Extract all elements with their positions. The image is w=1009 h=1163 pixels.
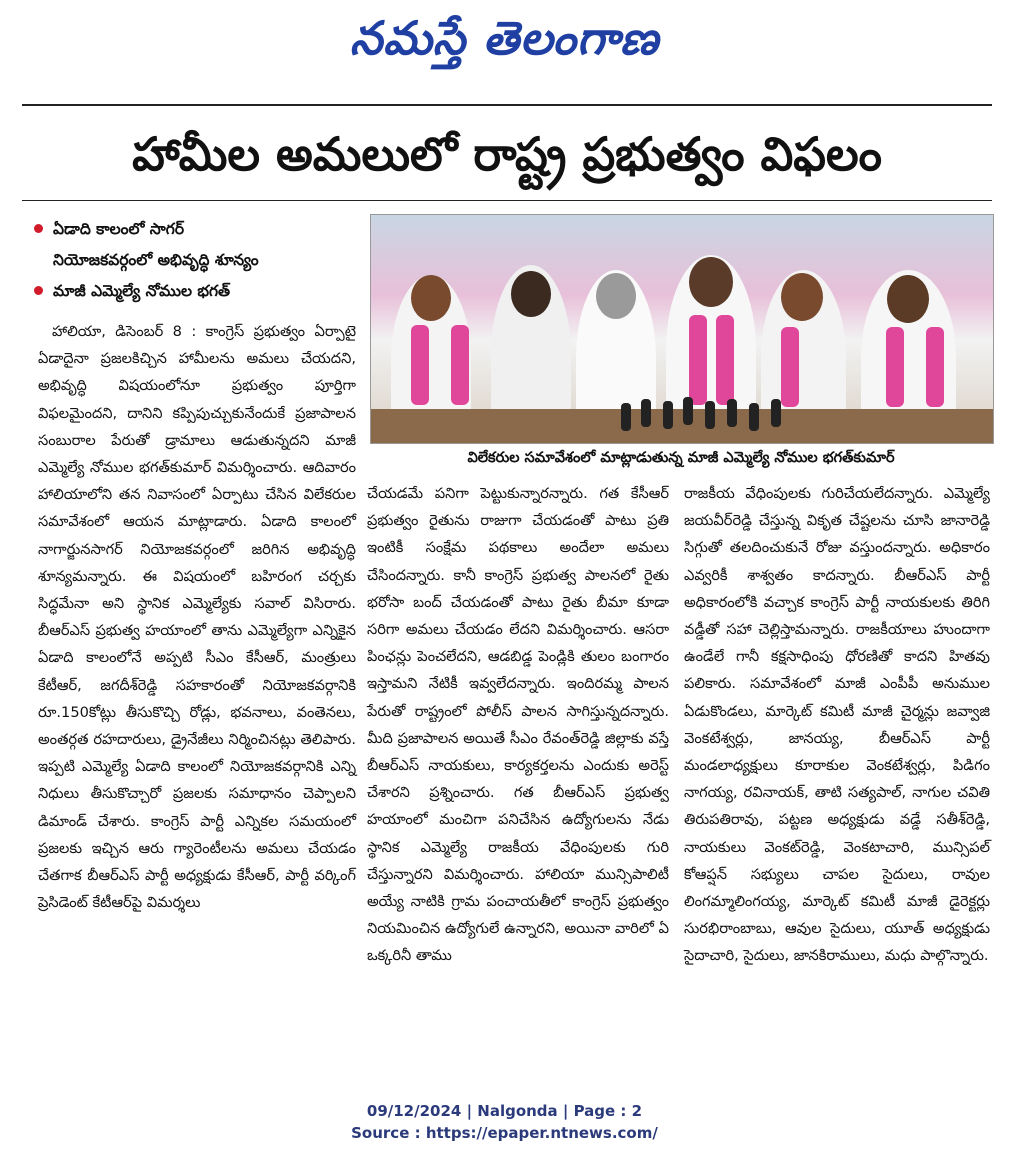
article-column-3 — [684, 480, 990, 970]
headline-rule — [22, 200, 992, 201]
article-paragraph: రాజకీయ వేధింపులకు గురిచేయలేదన్నారు. ఎమ్మెల్యే జయవీర్‌రెడ్డి చేస్తున్న వికృత చేష్టలను చూసి జానారెడ్డి సిగ్గుతో తలదించుకునే రోజు వస్తుందన్నారు. అధికారం ఎవ్వరికీ శాశ్వతం కాదన్నారు. బీఆర్‌ఎస్ పార్టీ అధికారంలోకి వచ్చాక కాంగ్రెస్ పార్టీ నాయకులకు తిరిగి వడ్డీతో సహా చెల్లిస్తామన్నారు. రాజకీయాలు హుందాగా ఉండేలే గానీ కక్షసాధింపు ధోరణితో కాదని హితవు పలికారు. సమావేశంలో మాజీ ఎంపీపీ అనుముల ఏడుకొండలు, మార్కెట్ కమిటీ మాజీ చైర్మన్లు జవ్వాజి వెంకటేశ్వర్లు, జానయ్య, బీఆర్‌ఎస్ పార్టీ మండలాధ్యక్షులు కూరాకుల వెంకటేశ్వర్లు, పిడిగం నాగయ్య, రవినాయక్, తాటి సత్యపాల్, నాగుల చవితి తిరుపతిరావు, పట్టణ అధ్యక్షుడు వడ్డే సతీశ్‌రెడ్డి, నాయకులు వెంకట్‌రెడ్డి, వెంకటాచారి, మున్సిపల్ కోఆప్షన్ సభ్యులు చాపల సైదులు, రావుల లింగమ్మాలింగయ్య, మార్కెట్ కమిటీ మాజీ డైరెక్టర్లు సురభిరాంబాబు, ఆవుల సైదులు, యూత్ అధ్యక్షుడు సైదాచారి, సైదులు, జానకిరాములు, మధు పాల్గొన్నారు. — [684, 485, 990, 965]
article-column-2 — [367, 480, 669, 970]
red-dot-icon — [34, 286, 43, 295]
article-column-1 — [38, 318, 356, 916]
top-rule — [22, 104, 992, 106]
highlights — [34, 214, 349, 307]
red-dot-icon — [34, 224, 43, 233]
press-meet-photo — [370, 214, 994, 444]
footer-date-edition: 09/12/2024 | Nalgonda | Page : 2 — [366, 1102, 643, 1120]
highlight-line: మాజీ ఎమ్మెల్యే నోముల భగత్ — [53, 282, 231, 300]
headline: హామీల అమలులో రాష్ట్ర ప్రభుత్వం విఫలం — [132, 127, 882, 181]
masthead-logo: నమస్తే తెలంగాణ — [349, 11, 660, 65]
article-paragraph: హాలియా, డిసెంబర్ 8 : కాంగ్రెస్ ప్రభుత్వం ఏర్పాటై ఏడాదైనా ప్రజలకిచ్చిన హామీలను అమలు చేయదని, అభివృద్ధి విషయంలోనూ ప్రభుత్వం పూర్తిగా విఫలమైందని, దానిని కప్పిపుచ్చుకునేందుకే ప్రజాపాలన సంబురాల పేరుతో డ్రామాలు ఆడుతున్నదని మాజీ ఎమ్మెల్యే నోముల భగత్‌కుమార్ విమర్శించారు. ఆదివారం హాలియాలోని తన నివాసంలో ఏర్పాటు చేసిన విలేకరుల సమావేశంలో ఆయన మాట్లాడారు. ఏడాది కాలంలో నాగార్జునసాగర్ నియోజకవర్గంలో జరిగిన అభివృద్ధి శూన్యమన్నారు. ఈ విషయంలో బహిరంగ చర్చకు సిద్ధమేనా అని స్థానిక ఎమ్మెల్యేకు సవాల్ విసిరారు. బీఆర్‌ఎస్ ప్రభుత్వ హయాంలో తాను ఎమ్మెల్యేగా ఎన్నికైన ఏడాది కాలంలోనే అప్పటి సీఎం కేసీఆర్, మంత్రులు కేటీఆర్, జగదీశ్‌రెడ్డి సహకారంతో నియోజకవర్గానికి రూ.150కోట్లు తీసుకొచ్చి రోడ్లు, భవనాలు, వంతెనలు, అంతర్గత రహదారులు, డ్రైనేజీలు నిర్మించినట్లు తెలిపారు. ఇప్పటి ఎమ్మెల్యే ఏడాది కాలంలో నియోజకవర్గానికి ఎన్ని నిధులు తీసుకొచ్చారో ప్రజలకు సమాధానం చెప్పాలని డిమాండ్ చేశారు. కాంగ్రెస్ పార్టీ ఎన్నికల సమయంలో ప్రజలకు ఇచ్చిన ఆరు గ్యారెంటీలను అమలు చేయడం చేతగాక బీఆర్‌ఎస్ పార్టీ అధ్యక్షుడు కేసీఆర్, పార్టీ వర్కింగ్ ప్రెసిడెంట్ కేటీఆర్‌పై విమర్శలు — [38, 323, 356, 912]
article-paragraph: చేయడమే పనిగా పెట్టుకున్నారన్నారు. గత కేసీఆర్ ప్రభుత్వం రైతును రాజుగా చేయడంతో పాటు ప్రతి ఇంటికీ సంక్షేమ పథకాలు అందేలా అమలు చేసిందన్నారు. కానీ కాంగ్రెస్ ప్రభుత్వ పాలనలో రైతు భరోసా బంద్ చేయడంతో పాటు రైతు బీమా కూడా సరిగా అమలు చేయడం లేదని విమర్శించారు. ఆసరా పింఛన్లు పెంచలేదని, ఆడబిడ్డ పెండ్లికి తులం బంగారం ఇస్తామని నేటికీ ఇవ్వలేదన్నారు. ఇందిరమ్మ పాలన పేరుతో రాష్ట్రంలో పోలీస్ పాలన సాగిస్తున్నదన్నారు. మీది ప్రజాపాలన అయితే సీఎం రేవంత్‌రెడ్డి జిల్లాకు వస్తే బీఆర్‌ఎస్ నాయకులు, కార్యకర్తలను ఎందుకు అరెస్ట్ చేశారని ప్రశ్నించారు. గత బీఆర్‌ఎస్ ప్రభుత్వ హయాంలో మంచిగా పనిచేసిన ఉద్యోగులను నేడు స్థానిక ఎమ్మెల్యే రాజకీయ వేధింపులకు గురి చేస్తున్నారని విమర్శించారు. హాలియా మున్సిపాలిటీ అయ్యే నాటికి గ్రామ పంచాయతీలో కాంగ్రెస్ ప్రభుత్వం నియమించిన ఉద్యోగులే ఉన్నారని, అయినా వారిలో ఏ ఒక్కరినీ తాము — [367, 485, 669, 965]
highlight-line: నియోజకవర్గంలో అభివృద్ధి శూన్యం — [53, 251, 259, 269]
highlight-item — [34, 214, 349, 276]
photo-caption: విలేకరుల సమావేశంలో మాట్లాడుతున్న మాజీ ఎమ్మెల్యే నోముల భగత్‌కుమార్ — [467, 450, 895, 466]
highlight-item — [34, 276, 349, 307]
highlight-line: ఏడాది కాలంలో సాగర్ — [53, 220, 185, 238]
footer-source: Source : https://epaper.ntnews.com/ — [351, 1124, 658, 1142]
